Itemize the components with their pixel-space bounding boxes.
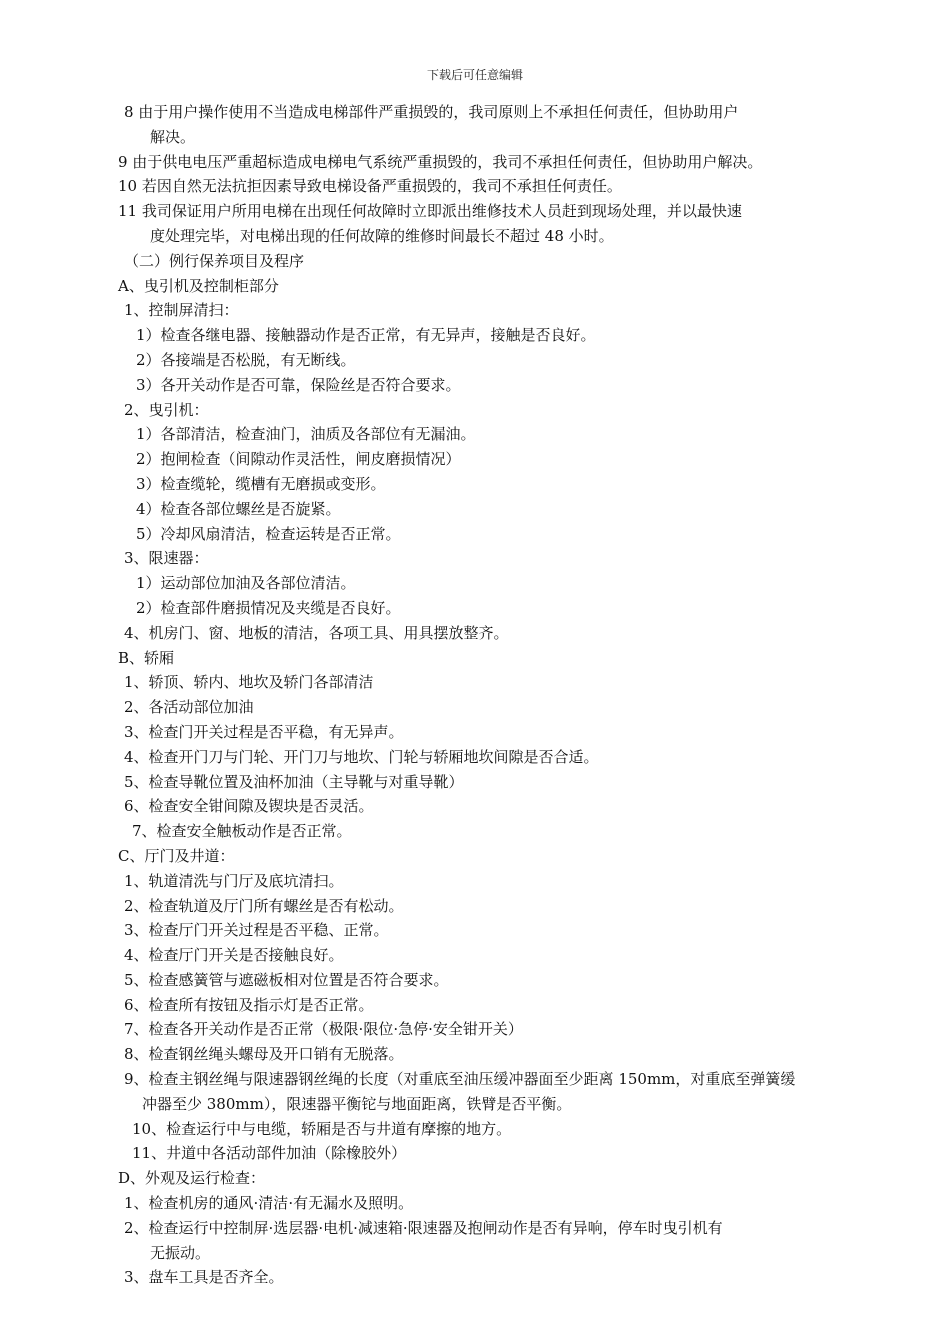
text-line: 10、检查运行中与电缆，轿厢是否与井道有摩擦的地方。 — [132, 1119, 512, 1138]
text-line: 8 由于用户操作使用不当造成电梯部件严重损毁的，我司原则上不承担任何责任，但协助用户 — [124, 103, 739, 121]
text-line: 4）检查各部位螺丝是否旋紧。 — [136, 499, 341, 518]
text-line: 1）检查各继电器、接触器动作是否正常，有无异声，接触是否良好。 — [136, 326, 596, 345]
text-line: 7、检查各开关动作是否正常（极限·限位·急停·安全钳开关） — [124, 1020, 523, 1039]
document-body — [118, 100, 868, 1290]
text-line: 10 若因自然无法抗拒因素导致电梯设备严重损毁的，我司不承担任何责任。 — [118, 177, 622, 196]
text-line: 8、检查钢丝绳头螺母及开口销有无脱落。 — [124, 1045, 404, 1064]
text-line: 3、检查门开关过程是否平稳，有无异声。 — [124, 722, 404, 741]
text-line: 4、检查开门刀与门轮、开门刀与地坎、门轮与轿厢地坎间隙是否合适。 — [124, 747, 599, 766]
text-line: 2、各活动部位加油 — [124, 698, 254, 717]
text-line: 6、检查安全钳间隙及锲块是否灵活。 — [124, 797, 374, 816]
text-line: 3、限速器： — [124, 549, 209, 568]
text-line: 2）各接端是否松脱，有无断线。 — [136, 350, 356, 369]
text-line: B、轿厢 — [118, 648, 175, 667]
text-line: 6、检查所有按钮及指示灯是否正常。 — [124, 995, 374, 1014]
text-line: 2）检查部件磨损情况及夹缆是否良好。 — [136, 598, 401, 617]
text-line: 11 我司保证用户所用电梯在出现任何故障时立即派出维修技术人员赶到现场处理，并以最快速 — [118, 202, 742, 221]
text-line: 9 由于供电电压严重超标造成电梯电气系统严重损毁的，我司不承担任何责任，但协助用户解决。 — [118, 152, 763, 171]
text-line: 1、控制屏清扫： — [124, 301, 239, 320]
text-line: 5、检查导靴位置及油杯加油（主导靴与对重导靴） — [124, 772, 464, 791]
text-line: C、厅门及井道： — [118, 846, 235, 865]
text-line: 2）抱闸检查（间隙动作灵活性，闸皮磨损情况） — [136, 450, 461, 469]
text-line: 2、检查运行中控制屏·选层器·电机·减速箱·限速器及抱闸动作是否有异响，停车时曳引机有 — [124, 1218, 723, 1237]
text-line: 3、检查厅门开关过程是否平稳、正常。 — [124, 921, 389, 940]
text-line: 无振动。 — [150, 1243, 211, 1262]
page-header: 下载后可任意编辑 — [426, 68, 523, 82]
text-line: 度处理完毕，对电梯出现的任何故障的维修时间最长不超过 48 小时。 — [150, 226, 614, 245]
text-line: 4、检查厅门开关是否接触良好。 — [124, 946, 344, 965]
text-line: 1、检查机房的通风·清洁·有无漏水及照明。 — [124, 1194, 414, 1213]
text-line: 3、盘车工具是否齐全。 — [124, 1268, 284, 1287]
text-line: 2、检查轨道及厅门所有螺丝是否有松动。 — [124, 896, 404, 915]
text-line: 1）运动部位加油及各部位清洁。 — [136, 574, 356, 593]
text-line: 7、检查安全触板动作是否正常。 — [132, 822, 352, 841]
text-line: 4、机房门、窗、地板的清洁，各项工具、用具摆放整齐。 — [124, 623, 509, 642]
text-line: （二）例行保养项目及程序 — [124, 251, 305, 270]
text-line: 解决。 — [150, 127, 196, 146]
text-line: 5）冷却风扇清洁，检查运转是否正常。 — [136, 524, 401, 543]
text-line: D、外观及运行检查： — [118, 1169, 266, 1188]
text-line: 9、检查主钢丝绳与限速器钢丝绳的长度（对重底至油压缓冲器面至少距离 150mm，对重底至弹簧缓 — [124, 1070, 796, 1089]
text-line: 1、轿顶、轿内、地坎及轿门各部清洁 — [124, 673, 374, 692]
text-line: 冲器至少 380mm），限速器平衡铊与地面距离，铁臂是否平衡。 — [142, 1094, 572, 1113]
text-line: 5、检查感簧管与遮磁板相对位置是否符合要求。 — [124, 970, 449, 989]
text-line: 3）各开关动作是否可靠，保险丝是否符合要求。 — [136, 375, 461, 394]
text-line: 1）各部清洁，检查油门，油质及各部位有无漏油。 — [136, 425, 476, 444]
text-line: A、曳引机及控制柜部分 — [118, 276, 279, 295]
text-line: 1、轨道清洗与门厅及底坑清扫。 — [124, 871, 344, 890]
text-line: 3）检查缆轮，缆槽有无磨损或变形。 — [136, 474, 386, 493]
text-line: 11、井道中各活动部件加油（除橡胶外） — [132, 1144, 407, 1163]
text-line: 2、曳引机： — [124, 400, 209, 419]
